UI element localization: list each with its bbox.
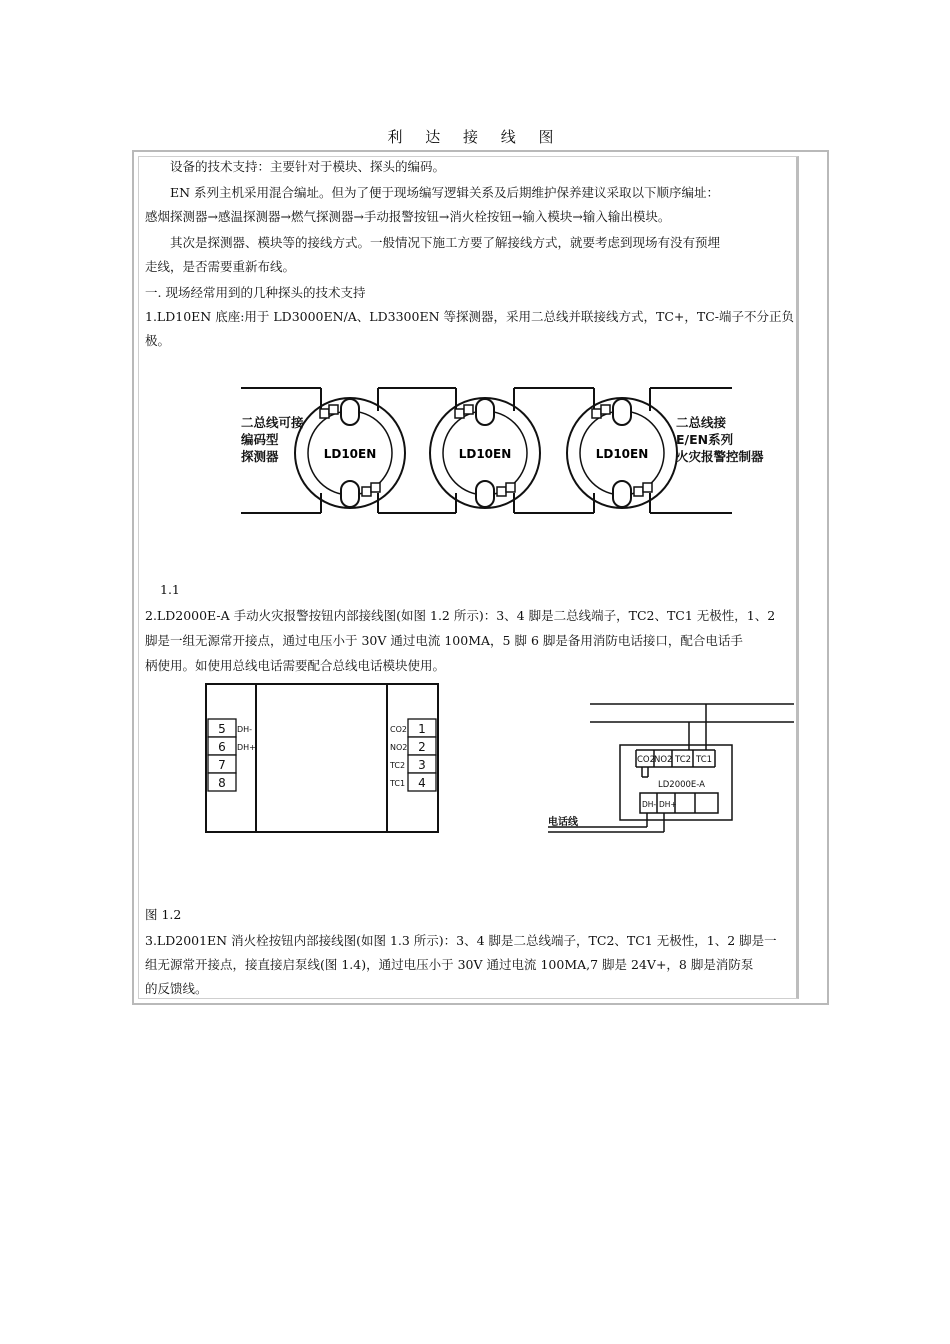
pin-label: NO2 bbox=[390, 743, 408, 752]
paragraph-line: 走线，是否需要重新布线。 bbox=[145, 259, 296, 274]
pin-label: TC1 bbox=[390, 779, 406, 788]
paragraph-line: 的反馈线。 bbox=[145, 981, 208, 996]
section-heading: 一. 现场经常用到的几种探头的技术支持 bbox=[145, 285, 366, 300]
base-label: LD10EN bbox=[458, 447, 512, 461]
figure-1-2-terminal-diagram bbox=[204, 682, 440, 834]
paragraph-line: 极。 bbox=[145, 333, 171, 348]
terminal-label: TC2 bbox=[675, 755, 692, 765]
pin-number: 4 bbox=[418, 776, 426, 790]
paragraph-line: 其次是探测器、模块等的接线方式。一般情况下施工方要了解接线方式，就要考虑到现场有没有预埋 bbox=[170, 235, 721, 250]
pin-number: 8 bbox=[218, 776, 226, 790]
figure-1-1-wiring-diagram bbox=[236, 383, 764, 518]
model-label: LD2000E-A bbox=[658, 780, 705, 790]
base-label: LD10EN bbox=[595, 447, 649, 461]
paragraph-line: 组无源常开接点，接直接启泵线(图 1.4)，通过电压小于 30V 通过电流 100MA,7 脚是 24V+，8 脚是消防泵 bbox=[145, 957, 754, 972]
phone-line-label: 电话线 bbox=[548, 817, 578, 828]
paragraph-line: 2.LD2000E-A 手动火灾报警按钮内部接线图(如图 1.2 所示)：3、4 脚是二总线端子，TC2、TC1 无极性，1、2 bbox=[145, 608, 776, 623]
right-label-line: 火灾报警控制器 bbox=[676, 449, 764, 464]
ld10en-base-3 bbox=[567, 398, 677, 508]
paragraph-line: 感烟探测器→感温探测器→燃气探测器→手动报警按钮→消火栓按钮→输入模块→输入输出模块。 bbox=[145, 209, 671, 224]
pin-number: 5 bbox=[218, 722, 226, 736]
right-label-line: 二总线接 bbox=[676, 415, 727, 430]
paragraph-line: 脚是一组无源常开接点，通过电压小于 30V 通过电流 100MA，5 脚 6 脚是备用消防电话接口，配合电话手 bbox=[145, 633, 743, 648]
pin-label: CO2 bbox=[390, 725, 407, 734]
terminal-label: CO2 bbox=[637, 755, 656, 765]
ld10en-base-1 bbox=[295, 398, 405, 508]
terminal-label: NO2 bbox=[654, 755, 673, 765]
figure-1-2-connection-diagram bbox=[540, 695, 795, 840]
base-label: LD10EN bbox=[323, 447, 377, 461]
paragraph-line: 设备的技术支持：主要针对于模块、探头的编码。 bbox=[170, 159, 446, 174]
pin-number: 1 bbox=[418, 722, 426, 736]
figure-caption: 1.1 bbox=[160, 582, 180, 597]
pin-number: 3 bbox=[418, 758, 426, 772]
right-label-line: E/EN系列 bbox=[676, 432, 734, 447]
paragraph-line: 1.LD10EN 底座:用于 LD3000EN/A、LD3300EN 等探测器，采用二总线并联接线方式，TC+，TC-端子不分正负 bbox=[145, 309, 794, 324]
paragraph-line: EN 系列主机采用混合编址。但为了便于现场编写逻辑关系及后期维护保养建议采取以下顺序编址： bbox=[170, 185, 720, 200]
page-title: 利 达 接 线 图 bbox=[387, 128, 563, 146]
terminal-label: DH- bbox=[642, 800, 657, 809]
terminal-label: DH+ bbox=[659, 800, 677, 809]
ld10en-base-2 bbox=[430, 398, 540, 508]
pin-number: 6 bbox=[218, 740, 226, 754]
pin-number: 2 bbox=[418, 740, 426, 754]
pin-label: TC2 bbox=[390, 761, 406, 770]
pin-label: DH+ bbox=[237, 743, 256, 752]
terminal-label: TC1 bbox=[696, 755, 713, 765]
left-label-line: 二总线可接 bbox=[241, 415, 304, 430]
paragraph-line: 3.LD2001EN 消火栓按钮内部接线图(如图 1.3 所示)：3、4 脚是二总线端子，TC2、TC1 无极性，1、2 脚是一 bbox=[145, 933, 777, 948]
left-label-line: 探测器 bbox=[241, 449, 279, 464]
figure-caption: 图 1.2 bbox=[145, 907, 182, 922]
pin-label: DH- bbox=[237, 725, 253, 734]
left-label-line: 编码型 bbox=[241, 432, 279, 447]
pin-number: 7 bbox=[218, 758, 226, 772]
paragraph-line: 柄使用。如使用总线电话需要配合总线电话模块使用。 bbox=[145, 658, 446, 673]
